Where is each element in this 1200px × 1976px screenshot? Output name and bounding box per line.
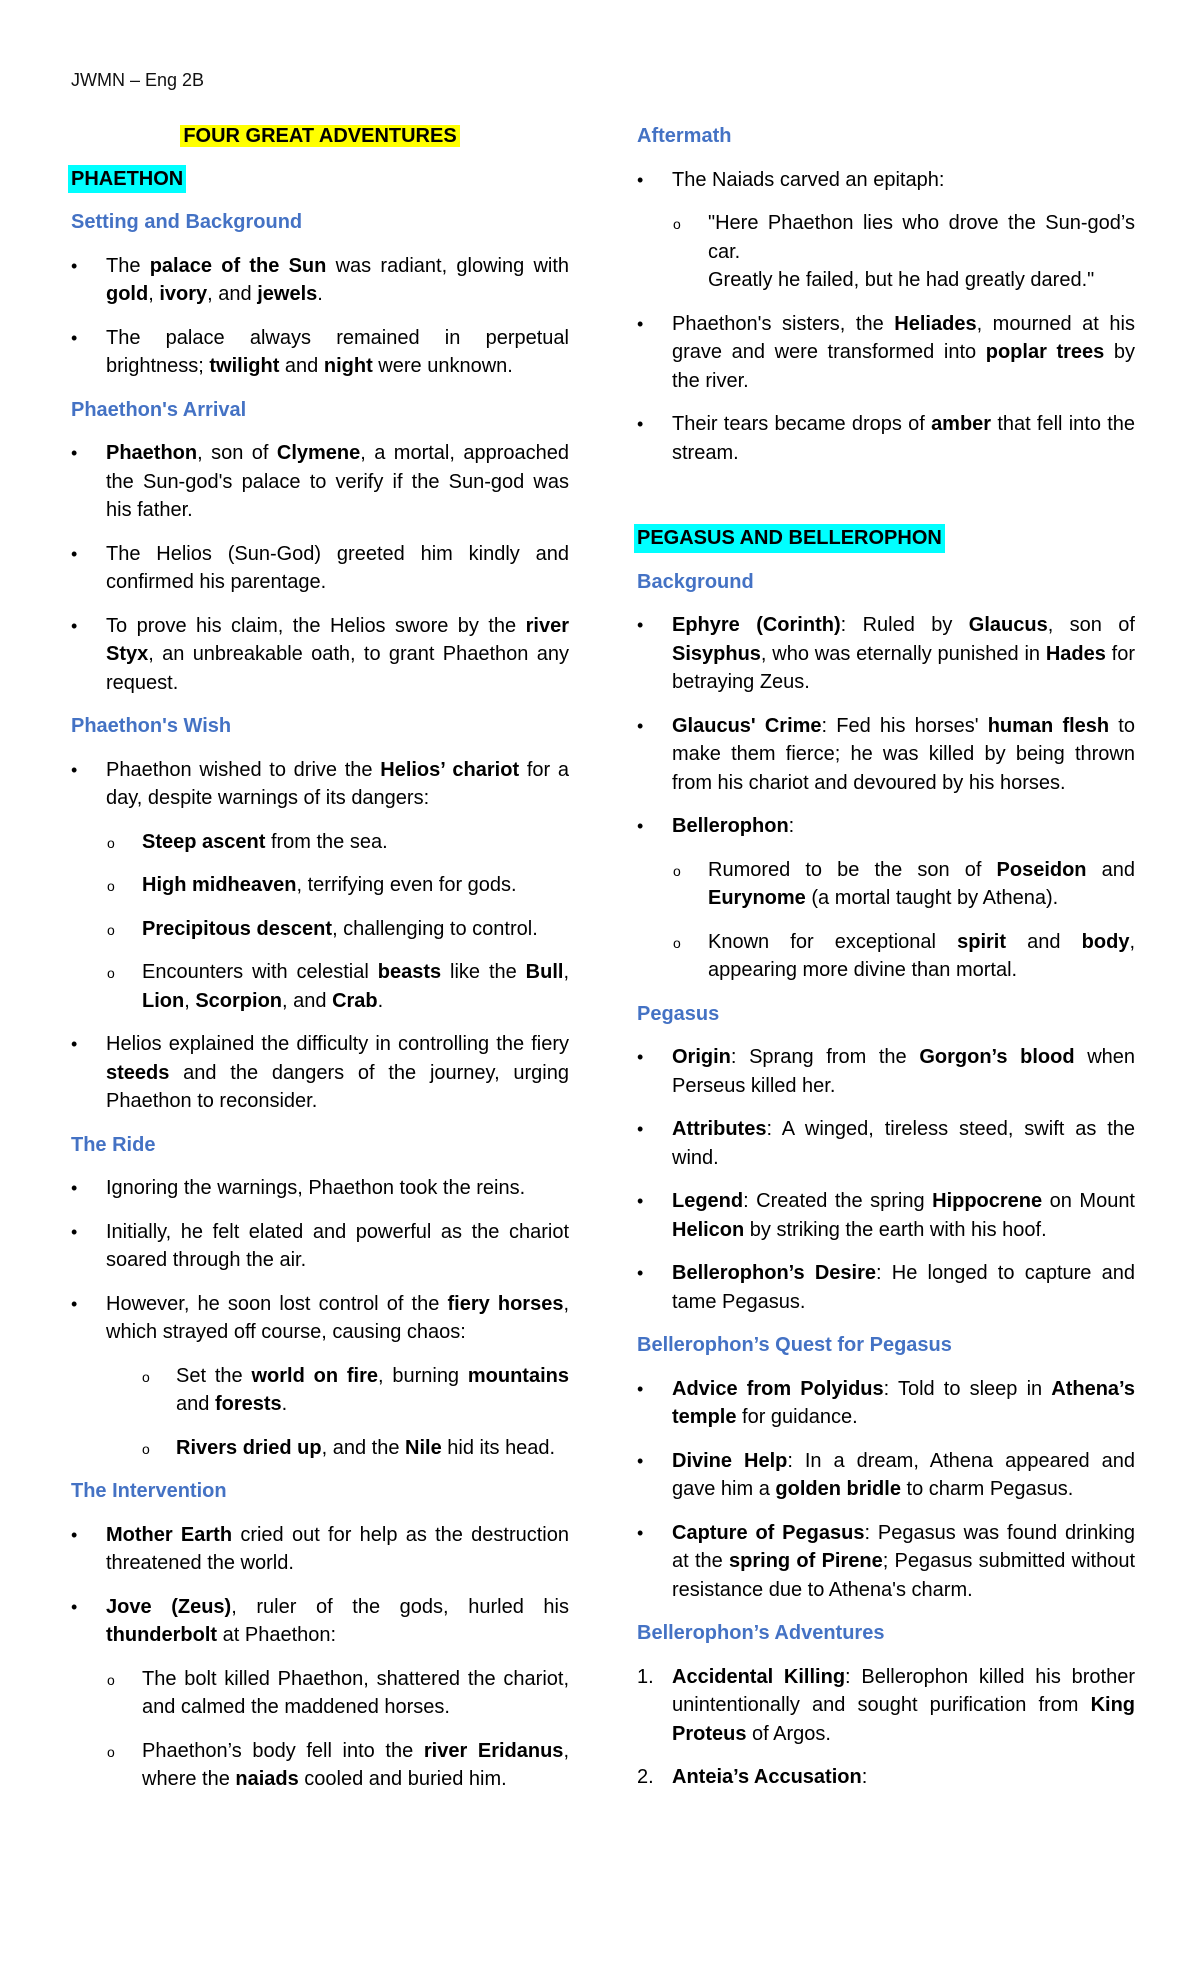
list-item: • Advice from Polyidus: Told to sleep in Athena’s temple for guidance. [637,1375,1135,1432]
document-header: JWMN – Eng 2B [71,70,205,90]
sub-list-item: o Precipitous descent, challenging to control. [71,915,569,944]
subheading-arrival: Phaethon's Arrival [71,398,247,421]
list-item: • Their tears became drops of amber that fell into the stream. [637,410,1135,467]
subheading-intervention: The Intervention [71,1480,227,1502]
numbered-item: 2. Anteia’s Accusation: [637,1766,868,1788]
numbered-item: 1. Accidental Killing: Bellerophon killed his brother unintentionally and sought purification from King Proteus of Argos. [637,1665,1135,1745]
list-item: • To prove his claim, the Helios swore by the river Styx, an unbreakable oath, to grant Phaethon any request. [71,612,569,698]
list-item: • The palace of the Sun was radiant, glowing with gold, ivory, and jewels. [71,252,569,309]
right-column [637,118,1135,1807]
subheading-aftermath: Aftermath [637,125,732,147]
sub-list-item: o Known for exceptional spirit and body, appearing more divine than mortal. [637,928,1135,985]
sub-list-item: o Steep ascent from the sea. [71,828,569,857]
sub-list-item: o Phaethon’s body fell into the river Eridanus, where the naiads cooled and buried him. [71,1737,569,1794]
section-heading-phaethon: PHAETHON [68,165,186,194]
list-item: • The Helios (Sun-God) greeted him kindly and confirmed his parentage. [71,540,569,597]
subheading-quest: Bellerophon’s Quest for Pegasus [637,1334,952,1356]
sub-list-item: o Rivers dried up, and the Nile hid its head. [71,1434,569,1463]
list-item: • Helios explained the difficulty in controlling the fiery steeds and the dangers of the journey, urging Phaethon to reconsider. [71,1030,569,1116]
list-item: • Ephyre (Corinth): Ruled by Glaucus, son of Sisyphus, who was eternally punished in Hades for betraying Zeus. [637,611,1135,697]
list-item: • Phaethon's sisters, the Heliades, mourned at his grave and were transformed into poplar trees by the river. [637,310,1135,396]
list-item: • Bellerophon’s Desire: He longed to capture and tame Pegasus. [637,1259,1135,1316]
list-item: • Mother Earth cried out for help as the destruction threatened the world. [71,1521,569,1578]
list-item: • Initially, he felt elated and powerful as the chariot soared through the air. [71,1218,569,1275]
sub-list-item: o Rumored to be the son of Poseidon and Eurynome (a mortal taught by Athena). [637,856,1135,913]
subheading-adventures: Bellerophon’s Adventures [637,1622,885,1644]
left-column [71,118,569,1809]
epitaph: o "Here Phaethon lies who drove the Sun-god’s car. Greatly he failed, but he had greatly dared." [637,209,1135,295]
sub-list-item: o The bolt killed Phaethon, shattered the chariot, and calmed the maddened horses. [71,1665,569,1722]
subheading-wish: Phaethon's Wish [71,715,232,737]
list-item: • Divine Help: In a dream, Athena appeared and gave him a golden bridle to charm Pegasus. [637,1447,1135,1504]
list-item: • Origin: Sprang from the Gorgon’s blood when Perseus killed her. [637,1043,1135,1100]
list-item: • Capture of Pegasus: Pegasus was found drinking at the spring of Pirene; Pegasus submitted without resistance due to Athena's charm. [637,1519,1135,1605]
sub-list-item: o Set the world on fire, burning mountains and forests. [71,1362,569,1419]
list-item: • Glaucus' Crime: Fed his horses' human flesh to make them fierce; he was killed by being thrown from his chariot and devoured by his horses. [637,712,1135,798]
list-item: • Attributes: A winged, tireless steed, swift as the wind. [637,1115,1135,1172]
subheading-ride: The Ride [71,1133,156,1156]
sub-list-item: o High midheaven, terrifying even for gods. [71,871,569,900]
list-item: • The palace always remained in perpetual brightness; twilight and night were unknown. [71,324,569,381]
list-item: • The Naiads carved an epitaph: o "Here Phaethon lies who drove the Sun-god’s car. Greatly he failed, but he had greatly dared." [637,166,1135,295]
subheading-pegasus: Pegasus [637,1002,720,1025]
subheading-setting: Setting and Background [71,211,303,233]
list-item: • However, he soon lost control of the fiery horses, which strayed off course, causing chaos: o Set the world on fire, burning mountains and forests. o Rivers dried up, and the Nile hid its head. [71,1290,569,1463]
list-item: • Phaethon, son of Clymene, a mortal, approached the Sun-god's palace to verify if the Sun-god was his father. [71,439,569,525]
list-item: • Legend: Created the spring Hippocrene on Mount Helicon by striking the earth with his hoof. [637,1187,1135,1244]
sub-list-item: o Encounters with celestial beasts like the Bull, Lion, Scorpion, and Crab. [71,958,569,1015]
list-item: • Phaethon wished to drive the Helios’ chariot for a day, despite warnings of its dangers: o Steep ascent from the sea. o High midheaven, terrifying even for gods. o Precipitous descent, challenging to control. o Encounters with celestial beasts like the Bull, Lion, Scorpion, and Crab. [71,756,569,1016]
list-item: • Jove (Zeus), ruler of the gods, hurled his thunderbolt at Phaethon: o The bolt killed Phaethon, shattered the chariot, and calmed the maddened horses. o Phaethon’s body fell into the river Eridanus, where the naiads cooled and buried him. [71,1593,569,1794]
list-item: • Ignoring the warnings, Phaethon took the reins. [71,1174,569,1203]
subheading-background: Background [637,570,754,593]
list-item: • Bellerophon: o Rumored to be the son of Poseidon and Eurynome (a mortal taught by Athena). o Known for exceptional spirit and body, appearing more divine than mortal. [637,812,1135,985]
section-heading-pegasus: PEGASUS AND BELLEROPHON [634,524,945,553]
document-title: FOUR GREAT ADVENTURES [180,125,459,147]
